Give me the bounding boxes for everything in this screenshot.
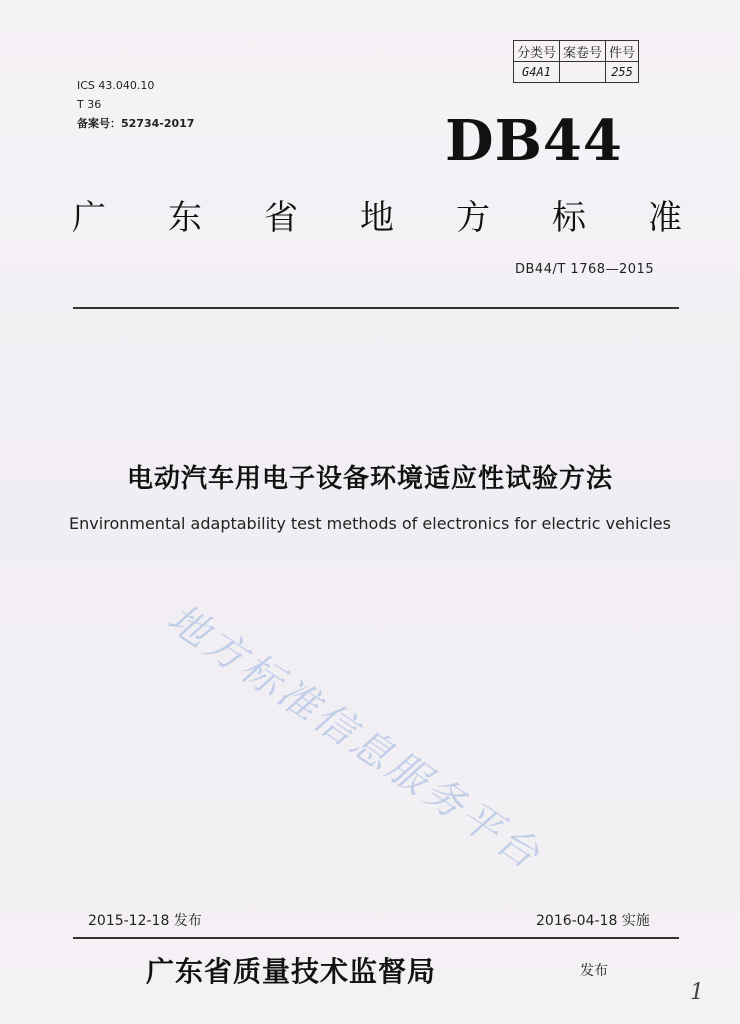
- issue-date: 2015-12-18 发布: [88, 913, 202, 929]
- heading-char: 准: [648, 198, 682, 238]
- heading-char: 地: [360, 198, 394, 238]
- watermark: 地方标准信息服务平台: [159, 595, 550, 880]
- implementation-date: 2016-04-18 实施: [536, 913, 650, 929]
- ics-code: ICS 43.040.10: [77, 79, 155, 92]
- document-title-english: Environmental adaptability test methods of electronics for electric vehicles: [69, 514, 671, 533]
- stamp-header-category: 分类号: [514, 41, 560, 62]
- stamp-value-category: G4A1: [514, 62, 560, 83]
- classification-block: [77, 76, 194, 133]
- stamp-value-item: 255: [606, 62, 639, 83]
- province-standard-heading: [72, 190, 682, 239]
- heading-char: 标: [552, 198, 586, 238]
- standard-number: DB44/T 1768—2015: [515, 262, 655, 277]
- heading-char: 广: [72, 198, 106, 238]
- page-number: 1: [690, 980, 704, 1005]
- document-title-chinese: 电动汽车用电子设备环境适应性试验方法: [126, 464, 613, 494]
- header-divider: [73, 307, 679, 309]
- record-number: 备案号：52734-2017: [77, 117, 195, 130]
- footer-divider: [73, 937, 679, 939]
- heading-char: 东: [168, 198, 202, 238]
- stamp-header-row: [514, 41, 639, 62]
- issuing-label: 发布: [580, 963, 608, 979]
- stamp-header-item: 件号: [606, 41, 639, 62]
- category-code: T 36: [77, 98, 102, 111]
- archive-stamp: [513, 40, 639, 83]
- stamp-header-file: 案卷号: [560, 41, 606, 62]
- db-code: DB44: [445, 108, 623, 174]
- heading-char: 省: [264, 198, 298, 238]
- issuing-authority: 广东省质量技术监督局: [146, 955, 437, 988]
- stamp-value-row: [514, 62, 639, 83]
- heading-char: 方: [456, 198, 490, 238]
- stamp-value-file: [560, 62, 606, 83]
